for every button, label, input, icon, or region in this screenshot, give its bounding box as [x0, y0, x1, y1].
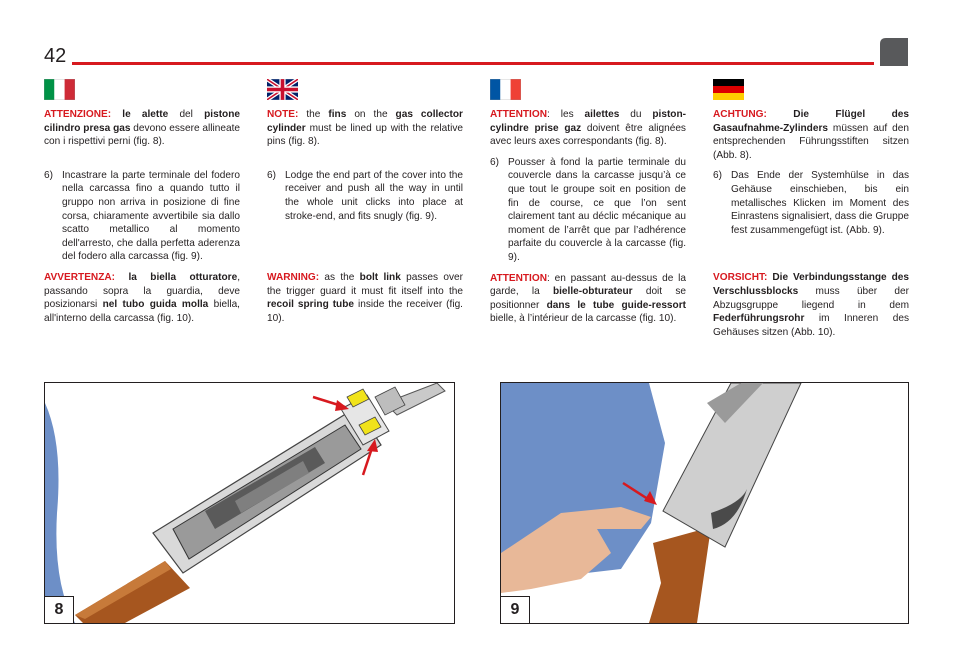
note-note: NOTE: the fins on the gas collector cylinder must be lined up with the relative pins (fig. 8). [267, 109, 463, 148]
italy-flag-icon [44, 79, 75, 100]
column-german [713, 108, 909, 339]
column-french [490, 108, 686, 326]
note-avvertenza: AVVERTENZA: la biella otturatore, passando sopra la guardia, deve posizionarsi nel tubo guida molla biella, all'interno della carcassa (fig. 10). [44, 271, 240, 324]
note-warning: WARNING: as the bolt link passes over the trigger guard it must fit itself into the recoil spring tube inside the receiver (fig. 10). [267, 272, 463, 324]
uk-flag-icon [267, 79, 298, 100]
step-6: 6) Lodge the end part of the cover into the receiver and push all the way in until the whole unit clicks into place at stroke-end, and fits snugly (fig. 9). [267, 169, 463, 222]
step-6: 6) Das Ende der Systemhülse in das Gehäuse einschieben, bis ein metallisches Klicken im Moment des Einrastens signalisiert, dass die Gruppe fest zusammengefügt ist. (Abb. 9). [713, 170, 909, 236]
note-attention-2: ATTENTION: en passant au-dessus de la garde, la bielle-obturateur doit se positionner dans le tube guide-ressort bielle, à l’intérieur de la carcasse (fig. 10). [490, 272, 686, 325]
germany-flag-icon [713, 79, 744, 100]
step-6: 6) Pousser à fond la partie terminale du couvercle dans la carcasse jusqu’à ce que tout le groupe soit en position de fin de course, ce que l’on sent clairement tant au déclic mécanique au moment de l’arrêt que par l’adhérence parfaite du couvercle à la carcasse (fig. 9). [490, 156, 686, 263]
column-english [267, 108, 463, 326]
header-rule [72, 62, 874, 65]
note-attenzione: ATTENZIONE: le alette del pistone cilindro presa gas devono essere allineate con i rispettivi perni (fig. 8). [44, 109, 240, 148]
note-achtung: ACHTUNG: Die Flügel des Gasaufnahme-Zylinders müssen auf den entsprechenden Führungsstiften sitzen (Abb. 8). [713, 109, 909, 161]
step-6: 6) Incastrare la parte terminale del fodero nella carcassa fino a quando tutto il gruppo non arriva in posizione di fine corsa, chiaramente avvertibile sia dallo scatto metallico al momento dell'arresto, che dalla perfetta aderenza del fodero alla carcassa (fig. 9). [44, 169, 240, 263]
corner-tab-icon [880, 38, 908, 66]
figure-number: 8 [45, 596, 74, 623]
figure-9 [500, 382, 909, 624]
figure-8 [44, 382, 455, 624]
note-vorsicht: VORSICHT: Die Verbindungsstange des Verschlussblocks muss über der Abzugsgruppe liegend in dem Federführungsrohr im Inneren des Gehäuses sitzen (Abb. 10). [713, 272, 910, 338]
column-italian [44, 108, 240, 325]
receiver-assembly-illustration [501, 383, 908, 623]
page-number: 42 [44, 45, 67, 67]
note-attention: ATTENTION: les ailettes du piston-cylindre prise gaz doivent être alignées avec leurs axes correspondants (fig. 8). [490, 109, 686, 148]
figure-number: 9 [501, 596, 530, 623]
gas-piston-illustration [45, 383, 454, 623]
france-flag-icon [490, 79, 521, 100]
